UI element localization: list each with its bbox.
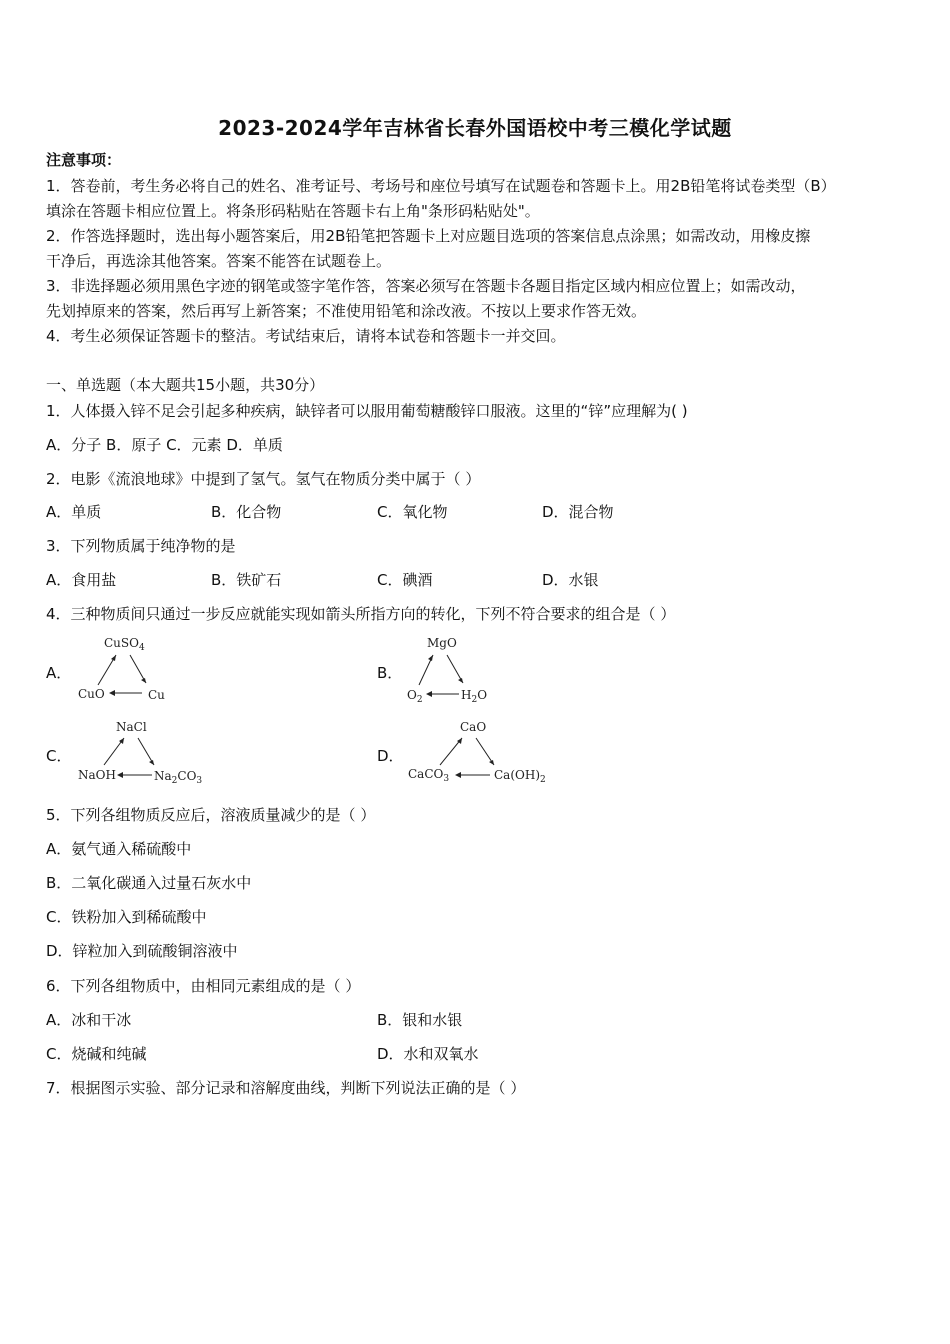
notes-line: 填涂在答题卡相应位置上。将条形码粘贴在答题卡右上角"条形码粘贴处"。 [46, 202, 540, 220]
notes-line: 2．作答选择题时，选出每小题答案后，用2B铅笔把答题卡上对应题目选项的答案信息点涂黑；如需改动，用橡皮擦 [46, 227, 811, 245]
notes-line: 1．答卷前，考生务必将自己的姓名、准考证号、考场号和座位号填写在试题卷和答题卡上。用2B铅笔将试卷类型（B） [46, 177, 836, 195]
diagram-a-svg [72, 633, 212, 703]
question-5-option-d: D．锌粒加入到硫酸铜溶液中 [46, 942, 238, 960]
question-2-option-d: D．混合物 [542, 503, 614, 521]
question-1-stem: 1．人体摄入锌不足会引起多种疾病，缺锌者可以服用葡萄糖酸锌口服液。这里的“锌”应理解为( ) [46, 402, 688, 420]
diagram-c-top: NaCl [116, 720, 147, 734]
diagram-d-top: CaO [460, 720, 487, 734]
diagram-b-svg [403, 633, 543, 703]
exam-title: 2023-2024学年吉林省长春外国语校中考三模化学试题 [218, 116, 732, 140]
notes-line: 先划掉原来的答案，然后再写上新答案；不准使用铅笔和涂改液。不按以上要求作答无效。 [46, 302, 647, 320]
diagram-c [74, 715, 214, 785]
diagram-c-svg [74, 715, 214, 785]
arrow-head [117, 772, 123, 778]
question-6-option-b: B．银和水银 [377, 1011, 463, 1029]
arrow-head [489, 760, 494, 765]
arrow-head [141, 678, 146, 683]
diagram-d-right: $Ca(OH)_2$ [494, 768, 546, 785]
question-4-option-b: B． [377, 664, 403, 682]
question-4-option-a: A． [46, 664, 72, 682]
diagram-a-top: CuSO$_4$ [104, 636, 145, 653]
question-6-option-c: C．烧碱和纯碱 [46, 1045, 147, 1063]
arrow-head [109, 690, 115, 696]
diagram-a-right: Cu [148, 688, 165, 702]
question-7-stem: 7．根据图示实验、部分记录和溶解度曲线，判断下列说法正确的是（ ） [46, 1079, 526, 1097]
question-5-option-b: B．二氧化碳通入过量石灰水中 [46, 874, 252, 892]
question-3-option-d: D．水银 [542, 571, 599, 589]
notes-line: 4．考生必须保证答题卡的整洁。考试结束后，请将本试卷和答题卡一并交回。 [46, 327, 566, 345]
question-5-stem: 5．下列各组物质反应后，溶液质量减少的是（ ） [46, 806, 376, 824]
question-4-option-c: C． [46, 747, 72, 765]
diagram-d [406, 715, 546, 785]
diagram-d-left: CaCO$_3$ [408, 767, 450, 784]
arrow-head [111, 655, 116, 661]
question-2-option-b: B．化合物 [211, 503, 282, 521]
diagram-b-right: $H_2O$ [461, 688, 488, 705]
question-2-option-c: C．氧化物 [377, 503, 448, 521]
diagram-c-right: $Na_2CO_3$ [154, 769, 203, 786]
question-5-option-a: A．氨气通入稀硫酸中 [46, 840, 192, 858]
question-4-stem: 4．三种物质间只通过一步反应就能实现如箭头所指方向的转化，下列不符合要求的组合是（ ） [46, 605, 676, 623]
notes-heading: 注意事项： [46, 151, 122, 169]
notes-line: 干净后，再选涂其他答案。答案不能答在试题卷上。 [46, 252, 392, 270]
arrow-head [458, 678, 463, 683]
question-6-option-a: A．冰和干冰 [46, 1011, 132, 1029]
diagram-b-left: $O_2$ [407, 688, 423, 705]
question-4-option-d: D． [377, 747, 404, 765]
diagram-b [403, 633, 543, 703]
question-6-stem: 6．下列各组物质中，由相同元素组成的是（ ） [46, 977, 361, 995]
arrow-head [428, 655, 433, 661]
question-2-stem: 2．电影《流浪地球》中提到了氢气。氢气在物质分类中属于（ ） [46, 470, 481, 488]
section-heading: 一、单选题（本大题共15小题，共30分） [46, 376, 325, 394]
question-2-option-a: A．单质 [46, 503, 102, 521]
question-3-stem: 3．下列物质属于纯净物的是 [46, 537, 236, 555]
question-3-option-c: C．碘酒 [377, 571, 433, 589]
question-6-option-d: D．水和双氧水 [377, 1045, 479, 1063]
diagram-b-top: MgO [427, 636, 457, 650]
diagram-d-svg [406, 715, 546, 785]
question-5-option-c: C．铁粉加入到稀硫酸中 [46, 908, 207, 926]
arrow-head [455, 772, 461, 778]
question-1-options: A．分子 B．原子 C．元素 D．单质 [46, 436, 283, 454]
arrow-head [426, 691, 432, 697]
notes-line: 3．非选择题必须用黑色字迹的钢笔或签字笔作答，答案必须写在答题卡各题目指定区域内相应位置上；如需改动， [46, 277, 806, 295]
question-3-option-b: B．铁矿石 [211, 571, 282, 589]
diagram-a [72, 633, 212, 703]
diagram-a-left: CuO [78, 687, 105, 701]
diagram-c-left: NaOH [78, 768, 116, 782]
question-3-option-a: A．食用盐 [46, 571, 117, 589]
arrow-head [149, 760, 154, 765]
